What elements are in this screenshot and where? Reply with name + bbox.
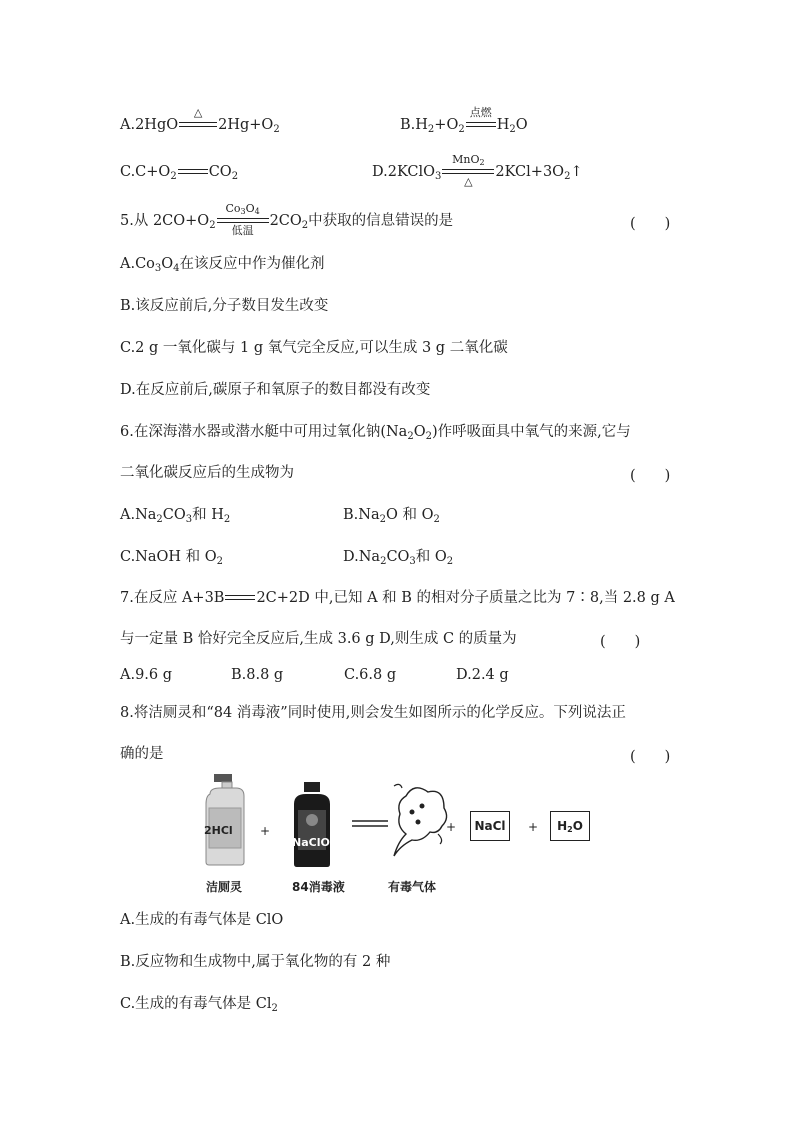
reaction-condition: △ <box>179 119 217 131</box>
question-8-stem-line2: 确的是 <box>120 746 164 762</box>
toxic-gas-icon <box>392 782 452 862</box>
q7-option-c[interactable]: C.6.8 g <box>344 667 397 683</box>
answer-blank[interactable]: ( ) <box>630 468 671 484</box>
answer-blank[interactable]: ( ) <box>600 634 641 650</box>
q6-option-c[interactable]: C.NaOH 和 $O_2$ <box>120 549 224 567</box>
question-6-stem: 6.在深海潜水器或潜水艇中可用过氧化钠$(Na_2O_2)$作呼吸面具中氧气的来源,它与 <box>120 424 631 442</box>
reaction-equals-icon <box>352 818 388 830</box>
answer-blank[interactable]: ( ) <box>630 216 671 232</box>
cleaner-bottle-icon <box>202 774 248 866</box>
question-7-stem-line2: 与一定量 B 恰好完全反应后,生成 3.6 g D,则生成 C 的质量为 <box>120 631 517 647</box>
q8-option-c[interactable]: C.生成的有毒气体是 $Cl_2$ <box>120 996 278 1014</box>
q6-option-d[interactable]: $D.Na_2CO_3$和 $O_2$ <box>343 549 454 567</box>
h2o-box: $H_2O$ <box>550 811 590 841</box>
bottle-2-label: NaClO <box>292 836 330 849</box>
plus-sign: + <box>446 820 457 834</box>
q7-option-b[interactable]: B.8.8 g <box>231 667 284 683</box>
reaction-condition: MnO$_2$ △ <box>442 166 494 178</box>
q6-option-a[interactable]: $A.Na_2CO_3$和 $H_2$ <box>120 507 231 525</box>
nacl-box: NaCl <box>470 811 510 841</box>
q5-option-b[interactable]: B.该反应前后,分子数目发生改变 <box>120 298 329 314</box>
reaction-condition: $Co_3O_4$ 低温 <box>217 215 269 227</box>
q7-option-d[interactable]: D.2.4 g <box>456 667 509 683</box>
reaction-sign <box>178 166 208 178</box>
q5-option-a[interactable]: $A.Co_3O_4$在该反应中作为催化剂 <box>120 256 325 274</box>
q5-option-c[interactable]: C.2 g 一氧化碳与 1 g 氧气完全反应,可以生成 3 g 二氧化碳 <box>120 340 508 356</box>
bottle-2-caption: 84消毒液 <box>292 880 345 894</box>
plus-sign: + <box>260 824 271 838</box>
question-7-stem: 7.在反应 A+3B 2C+2D 中,已知 A 和 B 的相对分子质量之比为 7∶8,当 2.8 g A <box>120 590 675 606</box>
q7-option-a[interactable]: A.9.6 g <box>120 667 173 683</box>
plus-sign: + <box>528 820 539 834</box>
reaction-sign <box>225 592 255 604</box>
equation-option-a: A.2HgO △ $2Hg+O_2$ <box>120 106 280 135</box>
bottle-1-label: 2HCl <box>204 824 233 837</box>
q8-option-a[interactable]: A.生成的有毒气体是 ClO <box>120 912 284 928</box>
q6-option-b[interactable]: $B.Na_2O$ 和 $O_2$ <box>343 507 440 525</box>
bleach-bottle-icon <box>288 782 336 868</box>
reaction-condition: 点燃 <box>466 119 496 131</box>
reaction-figure <box>196 774 596 896</box>
equation-option-b: $B.H_2+O_2$ 点燃 $H_2O$ <box>400 106 528 135</box>
gas-caption: 有毒气体 <box>388 880 437 894</box>
answer-blank[interactable]: ( ) <box>630 749 671 765</box>
equation-option-d: D.2KClO$_3$ MnO$_2$ △ $2KCl+3O_2↑$ <box>372 153 583 188</box>
question-5-stem: 5.从 $2CO+O_2$ $Co_3O_4$ 低温 $2CO_2$中获取的信息错误的是 <box>120 202 454 237</box>
bottle-1-caption: 洁厕灵 <box>206 880 243 894</box>
equation-option-c: $C.C+O_2$ $CO_2$ <box>120 164 239 182</box>
question-8-stem: 8.将洁厕灵和“84 消毒液”同时使用,则会发生如图所示的化学反应。下列说法正 <box>120 705 626 721</box>
q5-option-d[interactable]: D.在反应前后,碳原子和氧原子的数目都没有改变 <box>120 382 431 398</box>
question-6-stem-line2: 二氧化碳反应后的生成物为 <box>120 465 294 481</box>
q8-option-b[interactable]: B.反应物和生成物中,属于氧化物的有 2 种 <box>120 954 391 970</box>
